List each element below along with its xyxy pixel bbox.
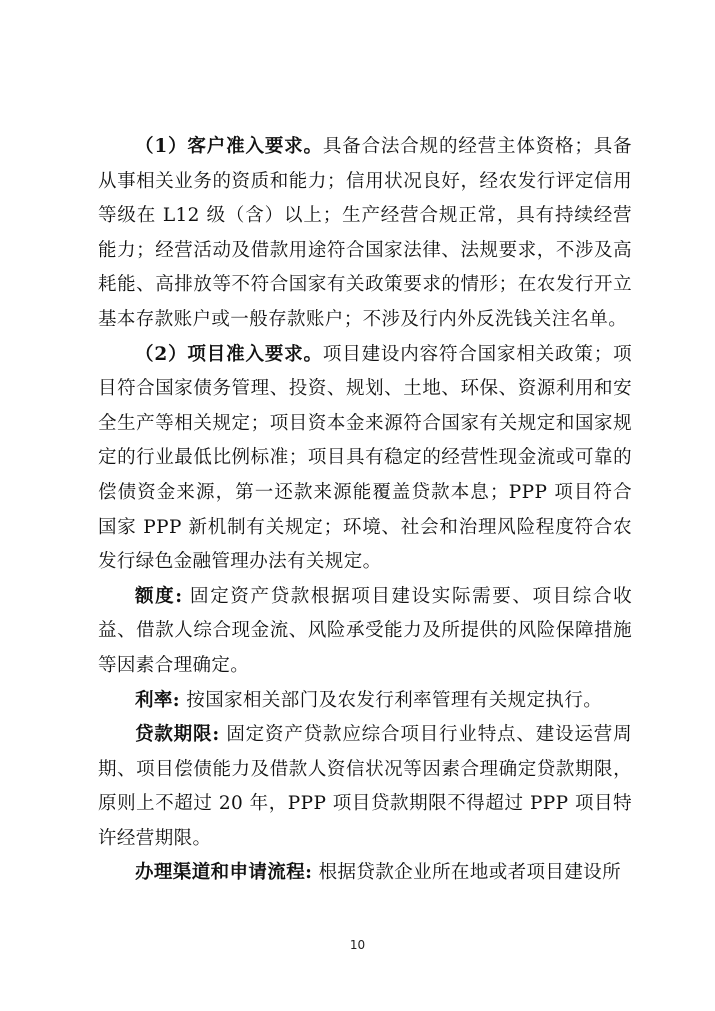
page-number: 10 (349, 938, 366, 952)
paragraph-text: 项目建设内容符合国家相关政策；项目符合国家债务管理、投资、规划、土地、环保、资源利用和安全生产等相关规定；项目资本金来源符合国家有关规定和国家规定的行业最低比例标准；项目具有稳定的经营性现金流或可靠的偿债资金来源，第一还款来源能覆盖贷款本息；PPP 项目符合国家 PPP 新机制有关规定；环境、社会和治理风险程度符合农发行绿色金融管理办法有关规定。 (98, 343, 633, 573)
paragraph-heading: 贷款期限: (135, 724, 220, 746)
paragraph-heading: 办理渠道和申请流程: (135, 862, 313, 884)
paragraph-text: 按国家相关部门及农发行利率管理有关规定执行。 (180, 689, 603, 711)
paragraph-project-admission (98, 338, 632, 580)
paragraph-heading: 额度: (135, 585, 183, 607)
paragraph-loan-amount (98, 580, 632, 684)
paragraph-text: 固定资产贷款应综合项目行业特点、建设运营周期、项目偿债能力及借款人资信状况等因素合理确定贷款期限，原则上不超过 20 年，PPP 项目贷款期限不得超过 PPP 项目特许经营期限。 (98, 724, 632, 849)
document-body (98, 130, 632, 891)
paragraph-application-process (98, 856, 632, 891)
paragraph-customer-admission (98, 130, 632, 338)
paragraph-heading: （2）项目准入要求。 (135, 343, 323, 365)
paragraph-heading: （1）客户准入要求。 (135, 136, 323, 157)
paragraph-text: 根据贷款企业所在地或者项目建设所 (312, 862, 622, 884)
paragraph-loan-term (98, 718, 632, 856)
paragraph-heading: 利率: (135, 689, 181, 711)
paragraph-interest-rate (98, 684, 632, 719)
paragraph-text: 固定资产贷款根据项目建设实际需要、项目综合收益、借款人综合现金流、风险承受能力及所提供的风险保障措施等因素合理确定。 (98, 585, 632, 676)
paragraph-text: 具备合法合规的经营主体资格；具备从事相关业务的资质和能力；信用状况良好，经农发行评定信用等级在 L12 级（含）以上；生产经营合规正常，具有持续经营能力；经营活动及借款用途符合国家法律、法规要求，不涉及高耗能、高排放等不符合国家有关政策要求的情形；在农发行开立基本存款账户或一般存款账户；不涉及行内外反洗钱关注名单。 (98, 136, 633, 330)
